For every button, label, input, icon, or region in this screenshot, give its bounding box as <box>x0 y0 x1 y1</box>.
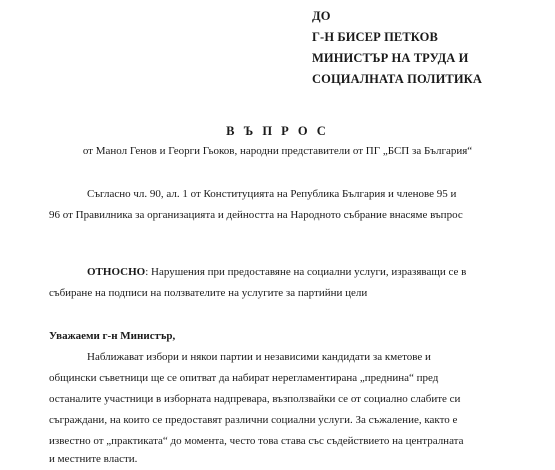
salutation: Уважаеми г-н Министър, <box>49 330 176 342</box>
body-line-3: останалите участници в изборната надпревара, възползвайки се от социално слабите си <box>49 393 461 405</box>
intro-line-1: Съгласно чл. 90, ал. 1 от Конституцията на Република България и членове 95 и <box>87 188 457 200</box>
body-line-4: съграждани, на които се предоставят различни социални услуги. За съжаление, както е <box>49 414 458 426</box>
body-line-5: известно от „практиката“ до момента, често това става със съдействието на централната <box>49 435 464 447</box>
intro-line-2: 96 от Правилника за организацията и дейността на Народното събрание внасяме въпрос <box>49 209 463 221</box>
subject-line-2: събиране на подписи на ползвателите на услугите за партийни цели <box>49 287 368 299</box>
subject-label: ОТНОСНО <box>87 266 146 278</box>
body-line-2: общински съветници ще се опитват да набират нерегламентирана „преднина“ пред <box>49 372 439 384</box>
subject-line-1 <box>87 266 466 278</box>
addressee-block <box>312 6 482 90</box>
body-line-1: Наближават избори и някои партии и независими кандидати за кметове и <box>87 351 431 363</box>
subject-text: : Нарушения при предоставяне на социални услуги, изразяващи се в <box>145 266 467 278</box>
document-authors: от Манол Генов и Георги Гьоков, народни представители от ПГ „БСП за България“ <box>82 145 473 157</box>
addressee-position-1: МИНИСТЪР НА ТРУДА И <box>312 51 469 65</box>
body-line-6: и местните власти. <box>49 453 138 465</box>
addressee-name: Г-Н БИСЕР ПЕТКОВ <box>312 30 438 44</box>
addressee-to: ДО <box>312 9 331 23</box>
document-title: В Ъ П Р О С <box>226 124 329 138</box>
addressee-position-2: СОЦИАЛНАТА ПОЛИТИКА <box>312 72 482 86</box>
